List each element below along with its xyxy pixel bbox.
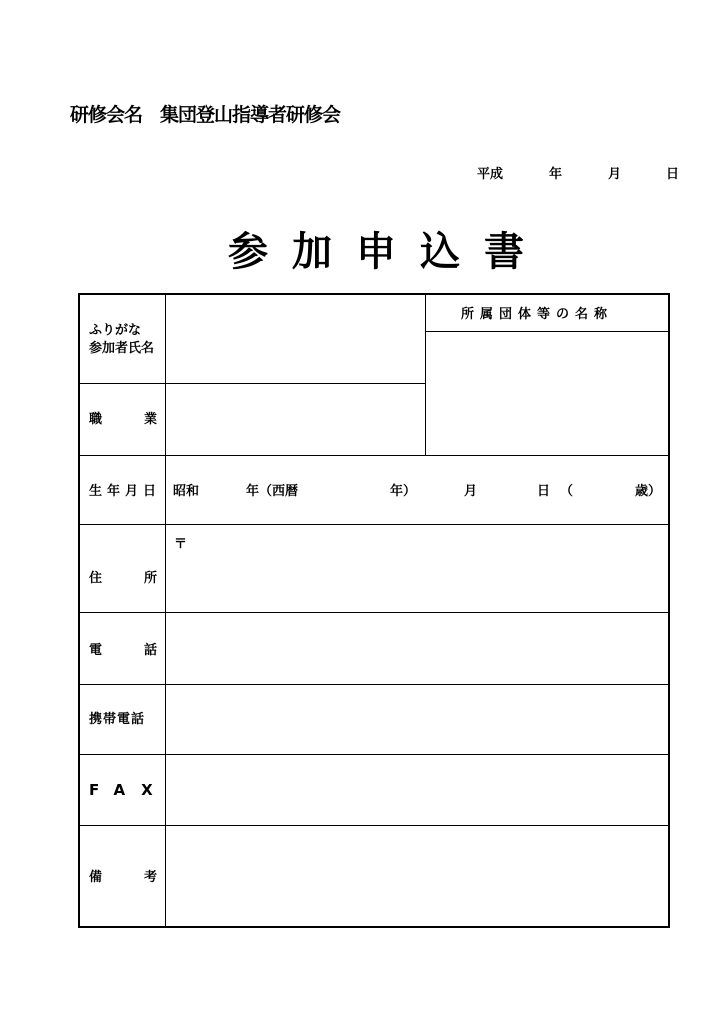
mobile-phone-label: 携帯電話 [89, 712, 146, 727]
fax-label: FAX [89, 781, 169, 799]
postal-mark: 〒 [174, 537, 188, 552]
birth-year-western: 年（西暦 [246, 484, 299, 499]
organization-column-divider [425, 295, 426, 455]
address-label-first: 住 [89, 571, 103, 586]
row-line-mobile [80, 754, 670, 755]
birth-era: 昭和 [173, 484, 200, 499]
date-day: 日 [666, 167, 680, 182]
label-column-divider [165, 295, 166, 926]
row-line-address [80, 612, 670, 613]
birthdate-label: 生年月日 [89, 484, 162, 499]
course-name-label: 研修会名 [70, 104, 143, 126]
organization-header-line [425, 331, 670, 332]
form-title: 参加申込書 [228, 228, 548, 275]
date-era: 平成 [477, 167, 504, 182]
course-name-value: 集団登山指導者研修会 [160, 104, 341, 126]
address-label-second: 所 [144, 571, 158, 586]
birth-day: 日（ [537, 484, 584, 499]
participant-name-label: 参加者氏名 [89, 341, 155, 356]
row-line-phone [80, 684, 670, 685]
furigana-label: ふりがな [89, 323, 142, 338]
remarks-label-second: 考 [144, 870, 158, 885]
date-month: 月 [608, 167, 622, 182]
row-line-occupation [80, 455, 670, 456]
phone-label-second: 話 [144, 643, 158, 658]
date-year: 年 [549, 167, 563, 182]
birth-month: 月 [464, 484, 478, 499]
row-line-name [80, 383, 425, 384]
row-line-birthdate [80, 524, 670, 525]
birth-age: 歳） [635, 484, 662, 499]
occupation-label-second: 業 [144, 412, 158, 427]
row-line-fax [80, 825, 670, 826]
birth-western-year-end: 年） [390, 484, 417, 499]
course-name-line [70, 100, 340, 127]
occupation-label-first: 職 [89, 412, 103, 427]
application-form-table [78, 293, 670, 928]
phone-label-first: 電 [89, 643, 103, 658]
organization-label: 所属団体等の名称 [461, 307, 614, 322]
remarks-label-first: 備 [89, 870, 103, 885]
